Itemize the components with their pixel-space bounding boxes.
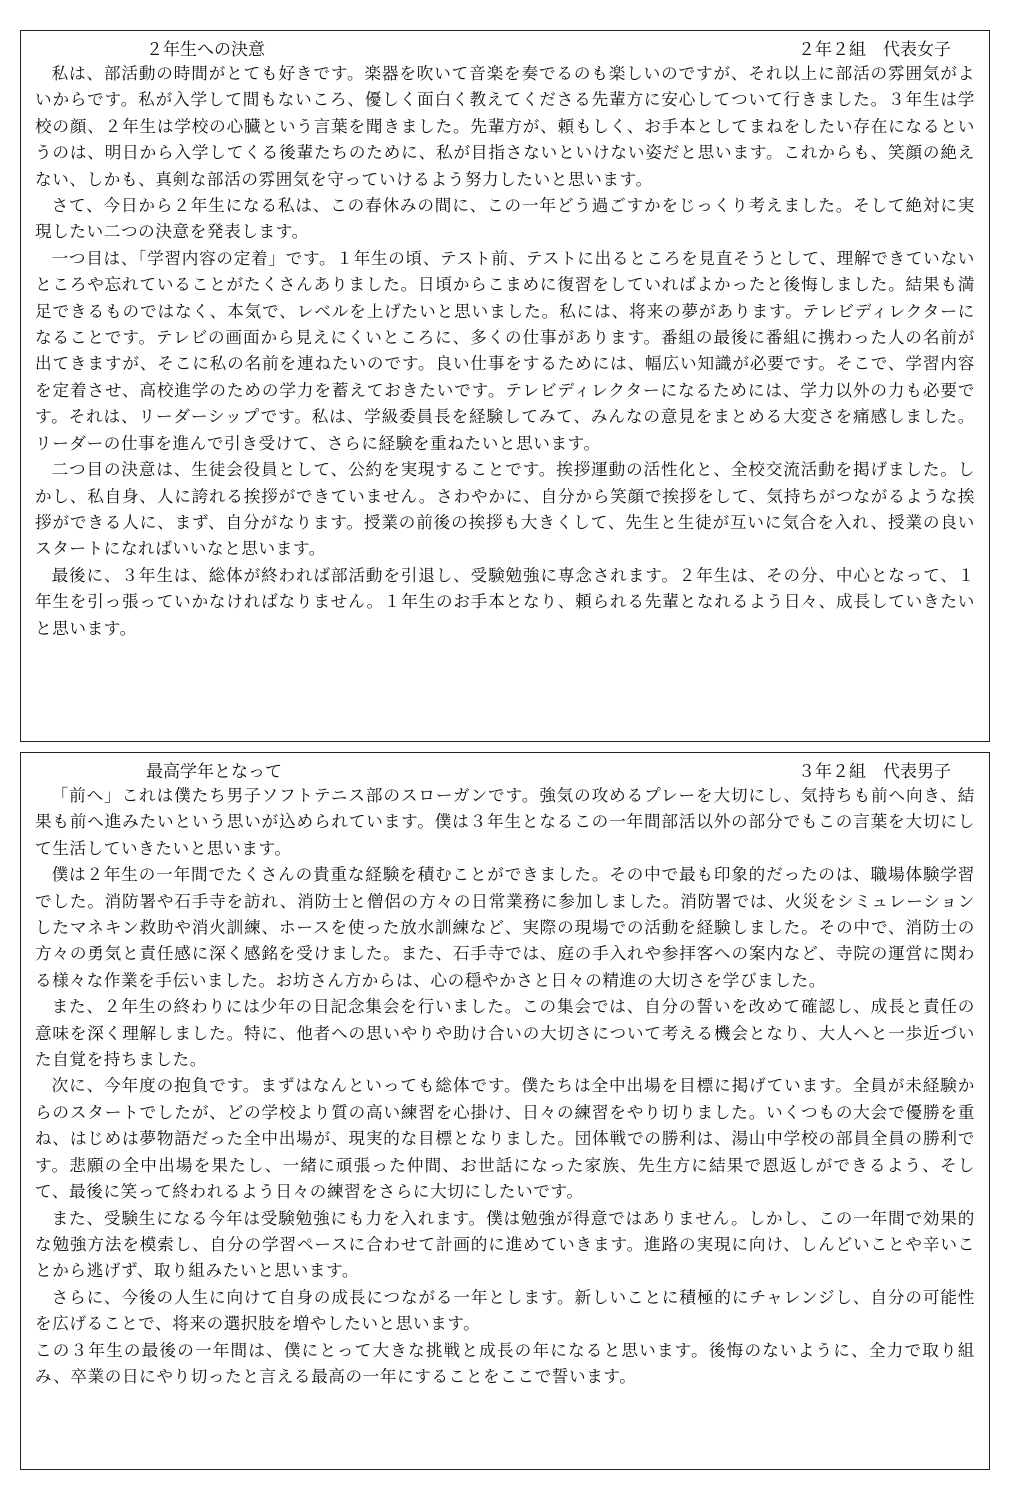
section-title: ２年生への決意 (146, 40, 265, 60)
paragraph: さらに、今後の人生に向けて自身の成長につながる一年とします。新しいことに積極的にチャレンジし、自分の可能性を広げることで、将来の選択肢を増やしたいと思います。 (35, 1287, 975, 1334)
section-body (21, 61, 989, 642)
section-box-second-year (20, 30, 990, 742)
paragraph: 最後に、３年生は、総体が終われば部活動を引退し、受験勉強に専念されます。２年生は、その分、中心となって、１年生を引っ張っていかなければなりません。１年生のお手本となり、頼られる先輩となれるよう日々、成長していきたいと思います。 (35, 565, 975, 638)
paragraph: 一つ目は、「学習内容の定着」です。１年生の頃、テスト前、テストに出るところを見直そうとして、理解できていないところや忘れていることがたくさんありました。日頃からこまめに復習をしていればよかったと後悔しました。結果も満足できるものではなく、本気で、レベルを上げたいと思いました。私には、将来の夢があります。テレビディレクターになることです。テレビの画面から見えにくいところに、多くの仕事があります。番組の最後に番組に携わった人の名前が出てきますが、そこに私の名前を連ねたいのです。良い仕事をするためには、幅広い知識が必要です。そこで、学習内容を定着させ、高校進学のための学力を蓄えておきたいです。テレビディレクターになるためには、学力以外の力も必要です。それは、リーダーシップです。私は、学級委員長を経験してみて、みんなの意見をまとめる大変さを痛感しました。リーダーの仕事を進んで引き受けて、さらに経験を重ねたいと思います。 (35, 248, 975, 453)
paragraph: 次に、今年度の抱負です。まずはなんといっても総体です。僕たちは全中出場を目標に掲げています。全員が未経験からのスタートでしたが、どの学校より質の高い練習を心掛け、日々の練習をやり切りました。いくつもの大会で優勝を重ね、はじめは夢物語だった全中出場が、現実的な目標となりました。団体戦での勝利は、湯山中学校の部員全員の勝利です。悲願の全中出場を果たし、一緒に頑張った仲間、お世話になった家族、先生方に結果で恩返しができるよう、そして、最後に笑って終われるよう日々の練習をさらに大切にしたいです。 (35, 1076, 975, 1202)
paragraph: また、２年生の終わりには少年の日記念集会を行いました。この集会では、自分の誓いを改めて確認し、成長と責任の意味を深く理解しました。特に、他者への思いやりや助け合いの大切さについて考える機会となり、大人へと一歩近づいた自覚を持ちました。 (35, 997, 975, 1070)
paragraph: また、受験生になる今年は受験勉強にも力を入れます。僕は勉強が得意ではありません。しかし、この一年間で効果的な勉強方法を模索し、自分の学習ペースに合わせて計画的に進めていきます。進路の実現に向け、しんどいことや辛いことから逃げず、取り組みたいと思います。 (35, 1208, 975, 1281)
section-author: ３年２組 代表男子 (798, 762, 951, 782)
section-title: 最高学年となって (146, 762, 282, 782)
paragraph: 「前へ」これは僕たち男子ソフトテニス部のスローガンです。強気の攻めるプレーを大切にし、気持ちも前へ向き、結果も前へ進みたいという思いが込められています。僕は３年生となるこの一年間部活以外の部分でもこの言葉を大切にして生活していきたいと思います。 (35, 786, 975, 858)
paragraph: 僕は２年生の一年間でたくさんの貴重な経験を積むことができました。その中で最も印象的だったのは、職場体験学習でした。消防署や石手寺を訪れ、消防士と僧侶の方々の日常業務に参加しました。消防署では、火災をシミュレーションしたマネキン救助や消火訓練、ホースを使った放水訓練など、実際の現場での活動を経験しました。その中で、消防士の方々の勇気と責任感に深く感銘を受けました。また、石手寺では、庭の手入れや参拝客への案内など、寺院の運営に関わる様々な作業を手伝いました。お坊さん方からは、心の穏やかさと日々の精進の大切さを学びました。 (35, 865, 975, 990)
section-header (21, 35, 989, 61)
section-box-third-year (20, 752, 990, 1470)
paragraph: さて、今日から２年生になる私は、この春休みの間に、この一年どう過ごすかをじっくり考えました。そして絶対に実現したい二つの決意を発表します。 (35, 196, 975, 242)
paragraph: この３年生の最後の一年間は、僕にとって大きな挑戦と成長の年になると思います。後悔のないように、全力で取り組み、卒業の日にやり切ったと言える最高の一年にすることをここで誓います。 (35, 1340, 975, 1386)
section-author: ２年２組 代表女子 (798, 40, 951, 60)
paragraph: 二つ目の決意は、生徒会役員として、公約を実現することです。挨拶運動の活性化と、全校交流活動を掲げました。しかし、私自身、人に誇れる挨拶ができていません。さわやかに、自分から笑顔で挨拶をして、気持ちがつながるような挨拶ができる人に、まず、自分がなります。授業の前後の挨拶も大きくして、先生と生徒が互いに気合を入れ、授業の良いスタートになればいいなと思います。 (35, 460, 975, 559)
section-header (21, 757, 989, 783)
paragraph: 私は、部活動の時間がとても好きです。楽器を吹いて音楽を奏でるのも楽しいのですが、それ以上に部活の雰囲気がよいからです。私が入学して間もないころ、優しく面白く教えてくださる先輩方に安心してついて行きました。３年生は学校の顔、２年生は学校の心臓という言葉を聞きました。先輩方が、頼もしく、お手本としてまねをしたい存在になるというのは、明日から入学してくる後輩たちのために、私が目指さないといけない姿だと思います。これからも、笑顔の絶えない、しかも、真剣な部活の雰囲気を守っていけるよう努力したいと思います。 (35, 64, 975, 189)
section-body (21, 783, 989, 1390)
